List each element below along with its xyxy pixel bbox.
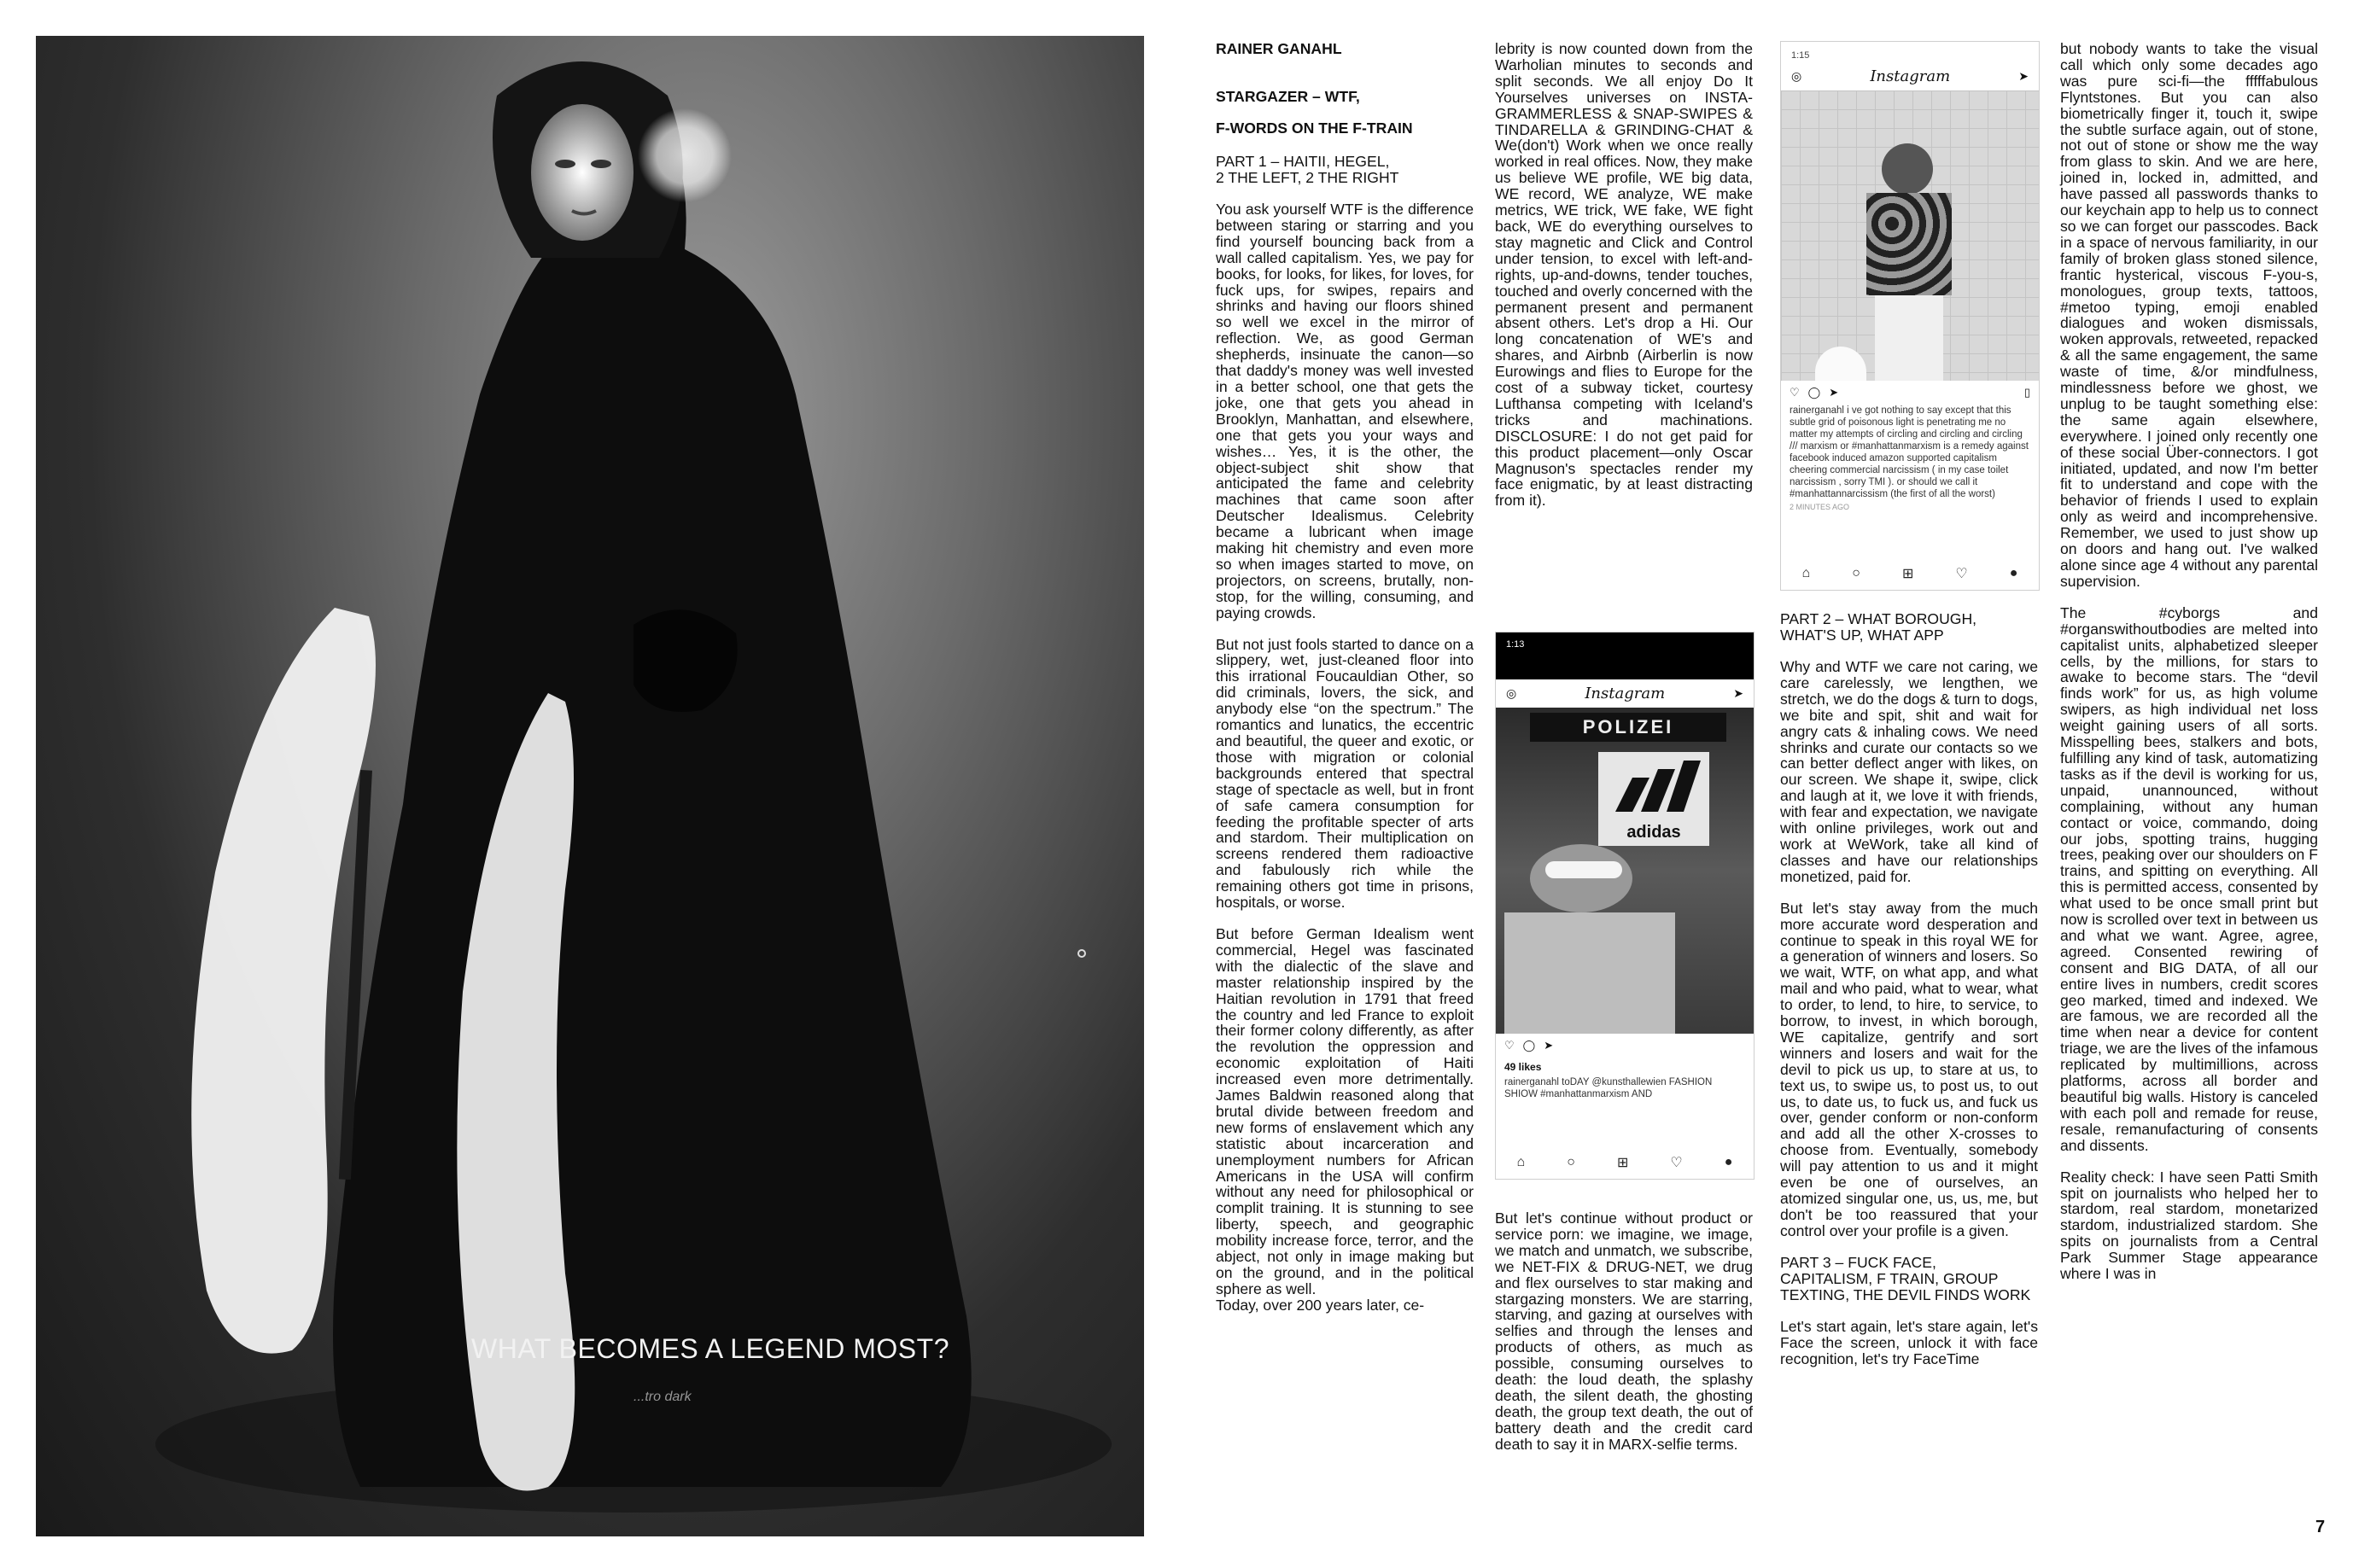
- add-post-icon[interactable]: ⊞: [1616, 1156, 1629, 1170]
- instagram-screenshot-1: [1780, 41, 2040, 591]
- instagram-header: [1496, 679, 1754, 708]
- adidas-wordmark: adidas: [1626, 823, 1681, 842]
- paragraph: But before German Idealism went commercial, Hegel was fascinated with the dialectic of the slave and master relationship inspired by the Haitian revolution in 1791 that freed the country and led France to exploit their former colony differently, as after the revolution the oppression and economic exploitation of Haiti increased even more detrimentally. James Baldwin reasoned along that brutal divide between freedom and new forms of enslavement which any statistic about incarceration and unemployment numbers for African Americans in the USA will confirm without any need for philosophical or complit training. It is stunning to see liberty, speech, and geographic mobility increase force, terror, and the abject, not only in image making but on the ground, and in the political sphere as well.: [1216, 924, 1474, 1297]
- toilet: [1815, 347, 1866, 381]
- person-jacket: [1504, 912, 1675, 1034]
- bottom-nav: [1496, 1146, 1754, 1179]
- author-name: RAINER GANAHL: [1216, 40, 1342, 57]
- part-2-heading-line-2: WHAT'S UP, WHAT APP: [1780, 627, 1944, 644]
- patterned-shirt: [1866, 193, 1952, 295]
- phone-status-bar: 1:15: [1791, 50, 1810, 61]
- part-1-heading-line-2: 2 THE LEFT, 2 THE RIGHT: [1216, 169, 1399, 186]
- post-timestamp: 2 MINUTES AGO: [1790, 503, 1850, 511]
- heart-icon[interactable]: ♡: [1790, 386, 1800, 399]
- white-pants: [1875, 295, 1943, 381]
- column-3: [1780, 611, 2038, 1382]
- heart-icon[interactable]: ♡: [1955, 567, 1968, 581]
- article-title-line-1: STARGAZER – WTF,: [1216, 88, 1360, 105]
- part-3-heading-line-3: TEXTING, THE DEVIL FINDS WORK: [1780, 1285, 2031, 1303]
- likes-count: 49 likes: [1504, 1061, 1542, 1073]
- instagram-logo: Instagram: [1870, 67, 1951, 85]
- post-caption: rainerganahl i ve got nothing to say except that this subtle grid of poisonous light is penetrating me no matter my attempts of circling and circling and circling /// marxism or #manhattanmarxism is a remedy against facebook induced amazon supported capitalism cheering commercial narcissism ( in my case toilet narcissism , sorry TMI ). or should we call it #manhattannarcissism (the first of all the worst): [1790, 405, 2029, 499]
- avatar[interactable]: ●: [2009, 566, 2018, 580]
- post-image: [1496, 708, 1754, 1034]
- paragraph: But let's stay away from the much more accurate word desperation and continue to speak in this royal WE for a generation of winners and losers. So we wait, WTF, on what app, and what mail and who paid, what to wear, what to order, to lend, to hire, to service, to borrow, to invest, in which borough, WE capitalize, gentrify and sort winners and losers and wait for the devil to pick us up, to stare at us, to text us, to swipe us, to post us, to out us, to date us, to fuck us, and fuck us over, gender conform or non-conform and add all the other X-crosses to choose from. Eventually, somebody will pay attention to us and it might even be one of ourselves, an atomized singular one, us, us, me, but don't be too reassured that your control over your profile is a given.: [1780, 899, 2038, 1239]
- bookmark-icon[interactable]: ▯: [2023, 386, 2030, 399]
- post-caption: rainerganahl toDAY @kunsthallewien FASHION SHIOW #manhattanmarxism AND: [1504, 1077, 1713, 1099]
- paragraph: But let's continue without product or service porn: we imagine, we image, we match and unmatch, we subscribe, we NET-FIX & DRUG-NET, we drug and flex ourselves to star making and stargazing monsters. We are starring, starving, and gazing at ourselves with selfies and through the lenses and products of others, as much as possible, consuming ourselves to death: the loud death, the splashy death, the silent death, the ghosting death, the group text death, the out of battery death and the credit card death to say it in MARX-selfie terms.: [1495, 1210, 1753, 1453]
- post-image: [1781, 90, 2039, 381]
- share-icon[interactable]: ➤: [1544, 1039, 1554, 1052]
- photo-caption: WHAT BECOMES A LEGEND MOST?: [471, 1333, 949, 1364]
- part-3-heading-line-1: PART 3 – FUCK FACE,: [1780, 1253, 1936, 1271]
- column-2: [1495, 41, 1753, 524]
- paragraph: Why and WTF we care not caring, we care carelessly, we lengthen, we stretch, we do the dogs & turn to dogs, we bite and spit, shit and wait for angry cats & inhaling cows. We need shrinks and curate our contacts so we can better deflect anger with likes, on our screen. We shape it, swipe, click and laugh at it, we love it with friends, with fear and expectation, we navigate with online privileges, work out and work at WeWork, take all kind of classes and have our relationships monetized, paid for.: [1780, 658, 2038, 885]
- bottom-nav: [1781, 557, 2039, 590]
- post-actions: [1781, 381, 2039, 405]
- instagram-screenshot-2: [1495, 632, 1755, 1180]
- page-number: 7: [2315, 1518, 2326, 1536]
- instagram-header: [1781, 66, 2039, 90]
- photo-illustration: [36, 36, 1144, 1536]
- camera-icon: ◎: [1791, 69, 1802, 83]
- heart-icon[interactable]: ♡: [1670, 1156, 1683, 1170]
- part-3-heading-line-2: CAPITALISM, F TRAIN, GROUP: [1780, 1269, 1999, 1287]
- camera-icon: ◎: [1506, 686, 1517, 700]
- fashion-photograph: [36, 36, 1144, 1536]
- part-1-heading-line-1: PART 1 – HAITII, HEGEL,: [1216, 153, 1390, 170]
- share-icon[interactable]: ➤: [1829, 386, 1839, 399]
- paragraph: Reality check: I have seen Patti Smith spit on journalists who helped her to stardom, real stardom, monetarized stardom, industrialized stardom. She spits on journalists from a Central Park Summer Stage appearance where I was in: [2060, 1168, 2318, 1283]
- avatar[interactable]: ●: [1724, 1155, 1733, 1169]
- heart-icon[interactable]: ♡: [1504, 1039, 1515, 1052]
- post-actions: [1496, 1034, 1754, 1058]
- adidas-sign: [1598, 752, 1709, 846]
- column-2-bottom: [1495, 1210, 1753, 1468]
- paragraph: You ask yourself WTF is the difference between staring or starring and you find yourself bouncing back from a wall called capitalism. Yes, we pay for books, for looks, for likes, for loves, for fuck ups, for swipes, repairs and shrinks and having our floors shined so well we excel in the mirror of reflection. We, as good German shepherds, insinuate the canon—so that daddy's money was well invested in a better school, one that gets the joke, one that gets you ahead in Brooklyn, Manhattan, and elsewhere, one that gets you your ways and wishes… Yes, it is the other, the object-subject shit show that anticipated the fame and celebrity machines that came soon after Deutscher Idealismus. Celebrity became a lubricant when image making hit chemistry and even more so when images started to move, on projectors, on screens, brutally, non-stop, for the willing, consuming, and paying crowds.: [1216, 201, 1474, 621]
- paragraph: Today, over 200 years later, ce-: [1216, 1296, 1425, 1314]
- person-head: [1882, 143, 1933, 195]
- comment-icon[interactable]: ◯: [1807, 386, 1821, 399]
- part-2-heading-line-1: PART 2 – WHAT BOROUGH,: [1780, 610, 1977, 627]
- paragraph: but nobody wants to take the visual call which only some decades ago was pure sci-fi—the fffffabulous Flyntstones. But you can also biometrically finger it, touch it, swipe the subtle surface again, out of stone, not out of stone or show me the way from glass to skin. And we are here, joined in, locked in, admitted, and have passed all passwords thanks to our keychain app to help us to connect so we can forget our passcodes. Back in a space of nervous familiarity, in our family of broken glass stoned silence, frantic hysterical, viscous F-you-s, monologues, group texts, tattoos, #metoo typing, emoji enabled dialogues and woken dismissals, woken approvals, retweeted, repacked & all the same engagement, the same waste of time, &/or mindfulness, mindlessness before we ghost, we unplug to be taught something else: the same again elsewhere, everywhere. I joined only recently one of these social Über-connectors. I got initiated, updated, and now I'm better fit to understand and cope with the behavior of friends I used to explain only as weird and incomprehensive. Remember, we used to just show up on doors and hang out. I've walked alone since age 4 without any parental supervision.: [2060, 40, 2318, 590]
- search-icon[interactable]: ○: [1852, 566, 1860, 580]
- phone-status-bar: 1:13: [1496, 632, 1754, 679]
- add-post-icon[interactable]: ⊞: [1901, 567, 1914, 581]
- home-icon[interactable]: ⌂: [1516, 1155, 1526, 1169]
- home-icon[interactable]: ⌂: [1801, 566, 1811, 580]
- paragraph: lebrity is now counted down from the Warholian minutes to seconds and split seconds. We all enjoy Do It Yourselves universes on INSTA-GRAMMERLESS & SNAP-SWIPES & TINDARELLA & GRINDING-CHAT & We(don't) Work when we once really worked in real offices. Now, they make us believe WE profile, WE big data, WE record, WE analyze, WE make metrics, WE trick, WE fake, WE fight back, WE do everything ourselves to stay magnetic and Click and Control under tension, to excel with left-and-rights, up-and-downs, tender touches, touched and overly concerned with the permanent present and permanent absent others. Let's drop a Hi. Our long concatenation of WE's and shares, and Airbnb (Airberlin is now Eurowings and flies to Europe for the cost of a subway ticket, courtesy Lufthansa competing with Iceland's tricks and machinations. DISCLOSURE: I do not get paid for this product placement—only Oscar Magnuson's spectacles render my face enigmatic, by at least distracting from it).: [1495, 40, 1753, 510]
- comment-icon[interactable]: ◯: [1522, 1039, 1536, 1052]
- paragraph: Let's start again, let's stare again, let's Face the screen, unlock it with face recognition, let's try FaceTime: [1780, 1317, 2038, 1367]
- sunglasses: [1545, 861, 1622, 878]
- send-icon: ➤: [2018, 69, 2029, 83]
- column-1: [1216, 41, 1474, 1329]
- person-head: [1530, 844, 1632, 912]
- instagram-logo: Instagram: [1585, 685, 1666, 702]
- column-4: [2060, 41, 2318, 1297]
- article-title-line-2: F-WORDS ON THE F-TRAIN: [1216, 119, 1413, 137]
- send-icon: ➤: [1733, 686, 1743, 700]
- paragraph: The #cyborgs and #organswithoutbodies are melted into capitalist units, alphabetized sleeper cells, by the millions, for stars to awake to become stars. The “devil finds work” for us, as high volume swipers, as high individual net loss weight gaining users of all sorts. Misspelling bees, stalkers and bots, fulfilling any kind of task, automatizing tasks as if the devil is working for us, unpaid, unannounced, without complaining, without any human contact or voice, commando, doing our jobs, spotting trains, hugging trees, peaking over our shoulders on F trains, and spitting on everything. All this is permitted access, consented by what used to be once small print but now is scrolled over text in between us and what we want. Agree, agree, agreed. Consented rewiring of consent and BIG DATA, of all our entire lives in numbers, credit scores geo marked, timed and indexed. We are famous, we are recorded all the time when near a device for content triage, we are the lives of the infamous replicated by multimillions, across platforms, across all border and beautiful big walls. History is canceled with each poll and remade for reuse, resale, remanufacturing of consents and dissents.: [2060, 603, 2318, 1154]
- search-icon[interactable]: ○: [1567, 1155, 1575, 1169]
- paragraph: But not just fools started to dance on a slippery, wet, just-cleaned floor into this irrational Foucauldian Other, so did criminals, lovers, the sick, and anybody else “on the spectrum.” The romantics and lunatics, the eccentric and beautiful, the queer and exotic, or those with migration or colonial backgrounds entered that spectral stage of spectacle as well, but in front of safe camera consumption for feeding the profitable specter of arts and stardom. Their multiplication on screens rendered them radioactive and fabulously rich while the remaining others got time in prisons, hospitals, or worse.: [1216, 635, 1474, 912]
- photo-caption-small: ...tro dark: [634, 1390, 692, 1404]
- police-sign: POLIZEI: [1530, 713, 1726, 742]
